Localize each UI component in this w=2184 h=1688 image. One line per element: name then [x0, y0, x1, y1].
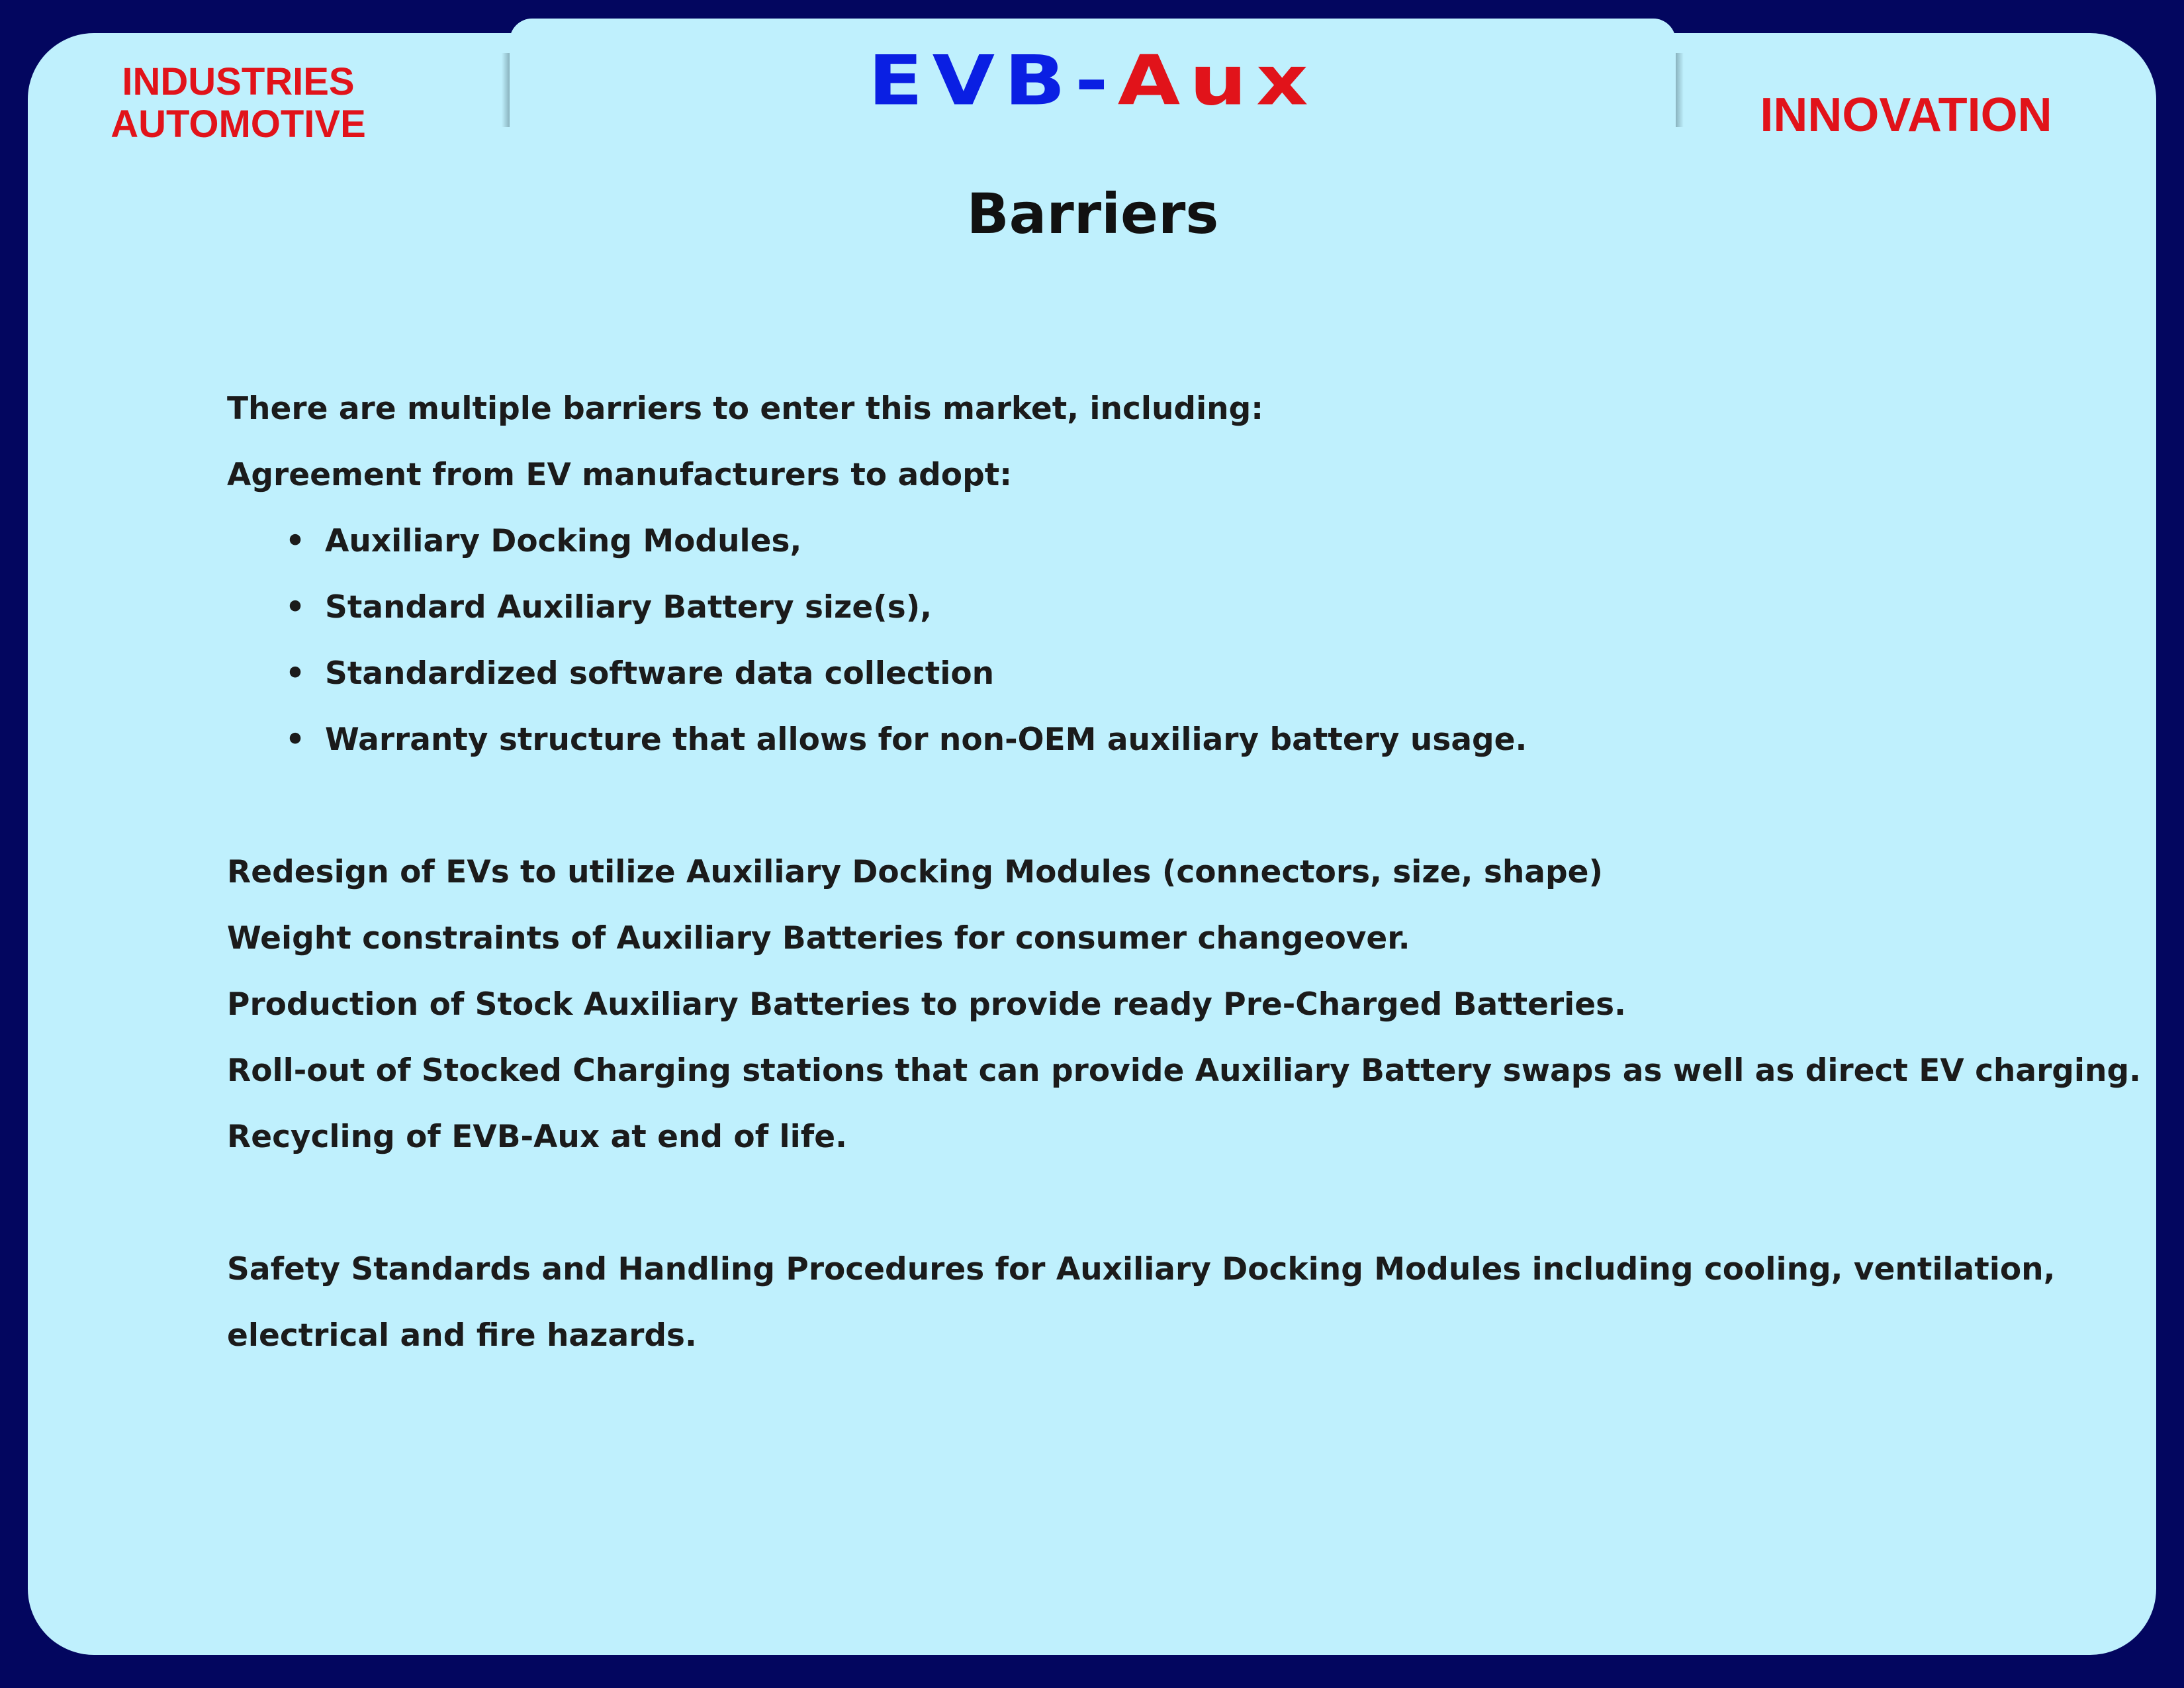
list-item	[227, 508, 2113, 575]
safety-text-line-1: Safety Standards and Handling Procedures for Auxiliary Docking Modules including cooling, ventilation,	[227, 1251, 2056, 1288]
industries-label: INDUSTRIES	[122, 60, 355, 103]
list-item	[227, 641, 2113, 707]
barrier-redesign: Redesign of EVs to utilize Auxiliary Docking Modules (connectors, size, shape)	[227, 854, 1603, 890]
paragraph-gap	[227, 1170, 2113, 1237]
bullet-icon: •	[285, 589, 306, 626]
barriers-content	[227, 376, 2141, 1369]
agreement-heading: Agreement from EV manufacturers to adopt:	[227, 457, 1012, 493]
barrier-production: Production of Stock Auxiliary Batteries to provide ready Pre-Charged Batteries.	[227, 986, 1626, 1023]
barrier-recycling: Recycling of EVB-Aux at end of life.	[227, 1119, 847, 1155]
list-item	[227, 707, 2113, 773]
bullet-icon: •	[285, 655, 306, 692]
title-tab-shadow-right	[1676, 53, 1684, 127]
bullet-icon: •	[285, 722, 306, 758]
logo-aux-text: Aux	[1117, 40, 1318, 121]
page-title: Barriers	[966, 181, 1219, 246]
safety-text-line-2: electrical and fire hazards.	[227, 1317, 697, 1354]
evb-aux-logo	[510, 38, 1676, 123]
barrier-weight: Weight constraints of Auxiliary Batteries for consumer changeover.	[227, 920, 1410, 957]
title-tab-shadow-left	[502, 53, 510, 127]
automotive-label: AUTOMOTIVE	[111, 103, 366, 146]
innovation-label: INNOVATION	[1760, 89, 2052, 142]
logo-evb-text: EVB-	[868, 40, 1118, 121]
paragraph-gap	[227, 773, 2113, 839]
bullet-text: Auxiliary Docking Modules,	[325, 523, 802, 559]
agreement-bullet-list	[227, 508, 2113, 773]
list-item	[227, 575, 2113, 641]
bullet-icon: •	[285, 523, 306, 559]
bullet-text: Standard Auxiliary Battery size(s),	[325, 589, 933, 626]
intro-text: There are multiple barriers to enter this market, including:	[227, 391, 1264, 427]
bullet-text: Standardized software data collection	[325, 655, 995, 692]
bullet-text: Warranty structure that allows for non-OEM auxiliary battery usage.	[325, 722, 1527, 758]
industries-automotive-label	[99, 61, 377, 146]
barrier-rollout: Roll-out of Stocked Charging stations that can provide Auxiliary Battery swaps as well as direct EV charging.	[227, 1053, 2141, 1089]
